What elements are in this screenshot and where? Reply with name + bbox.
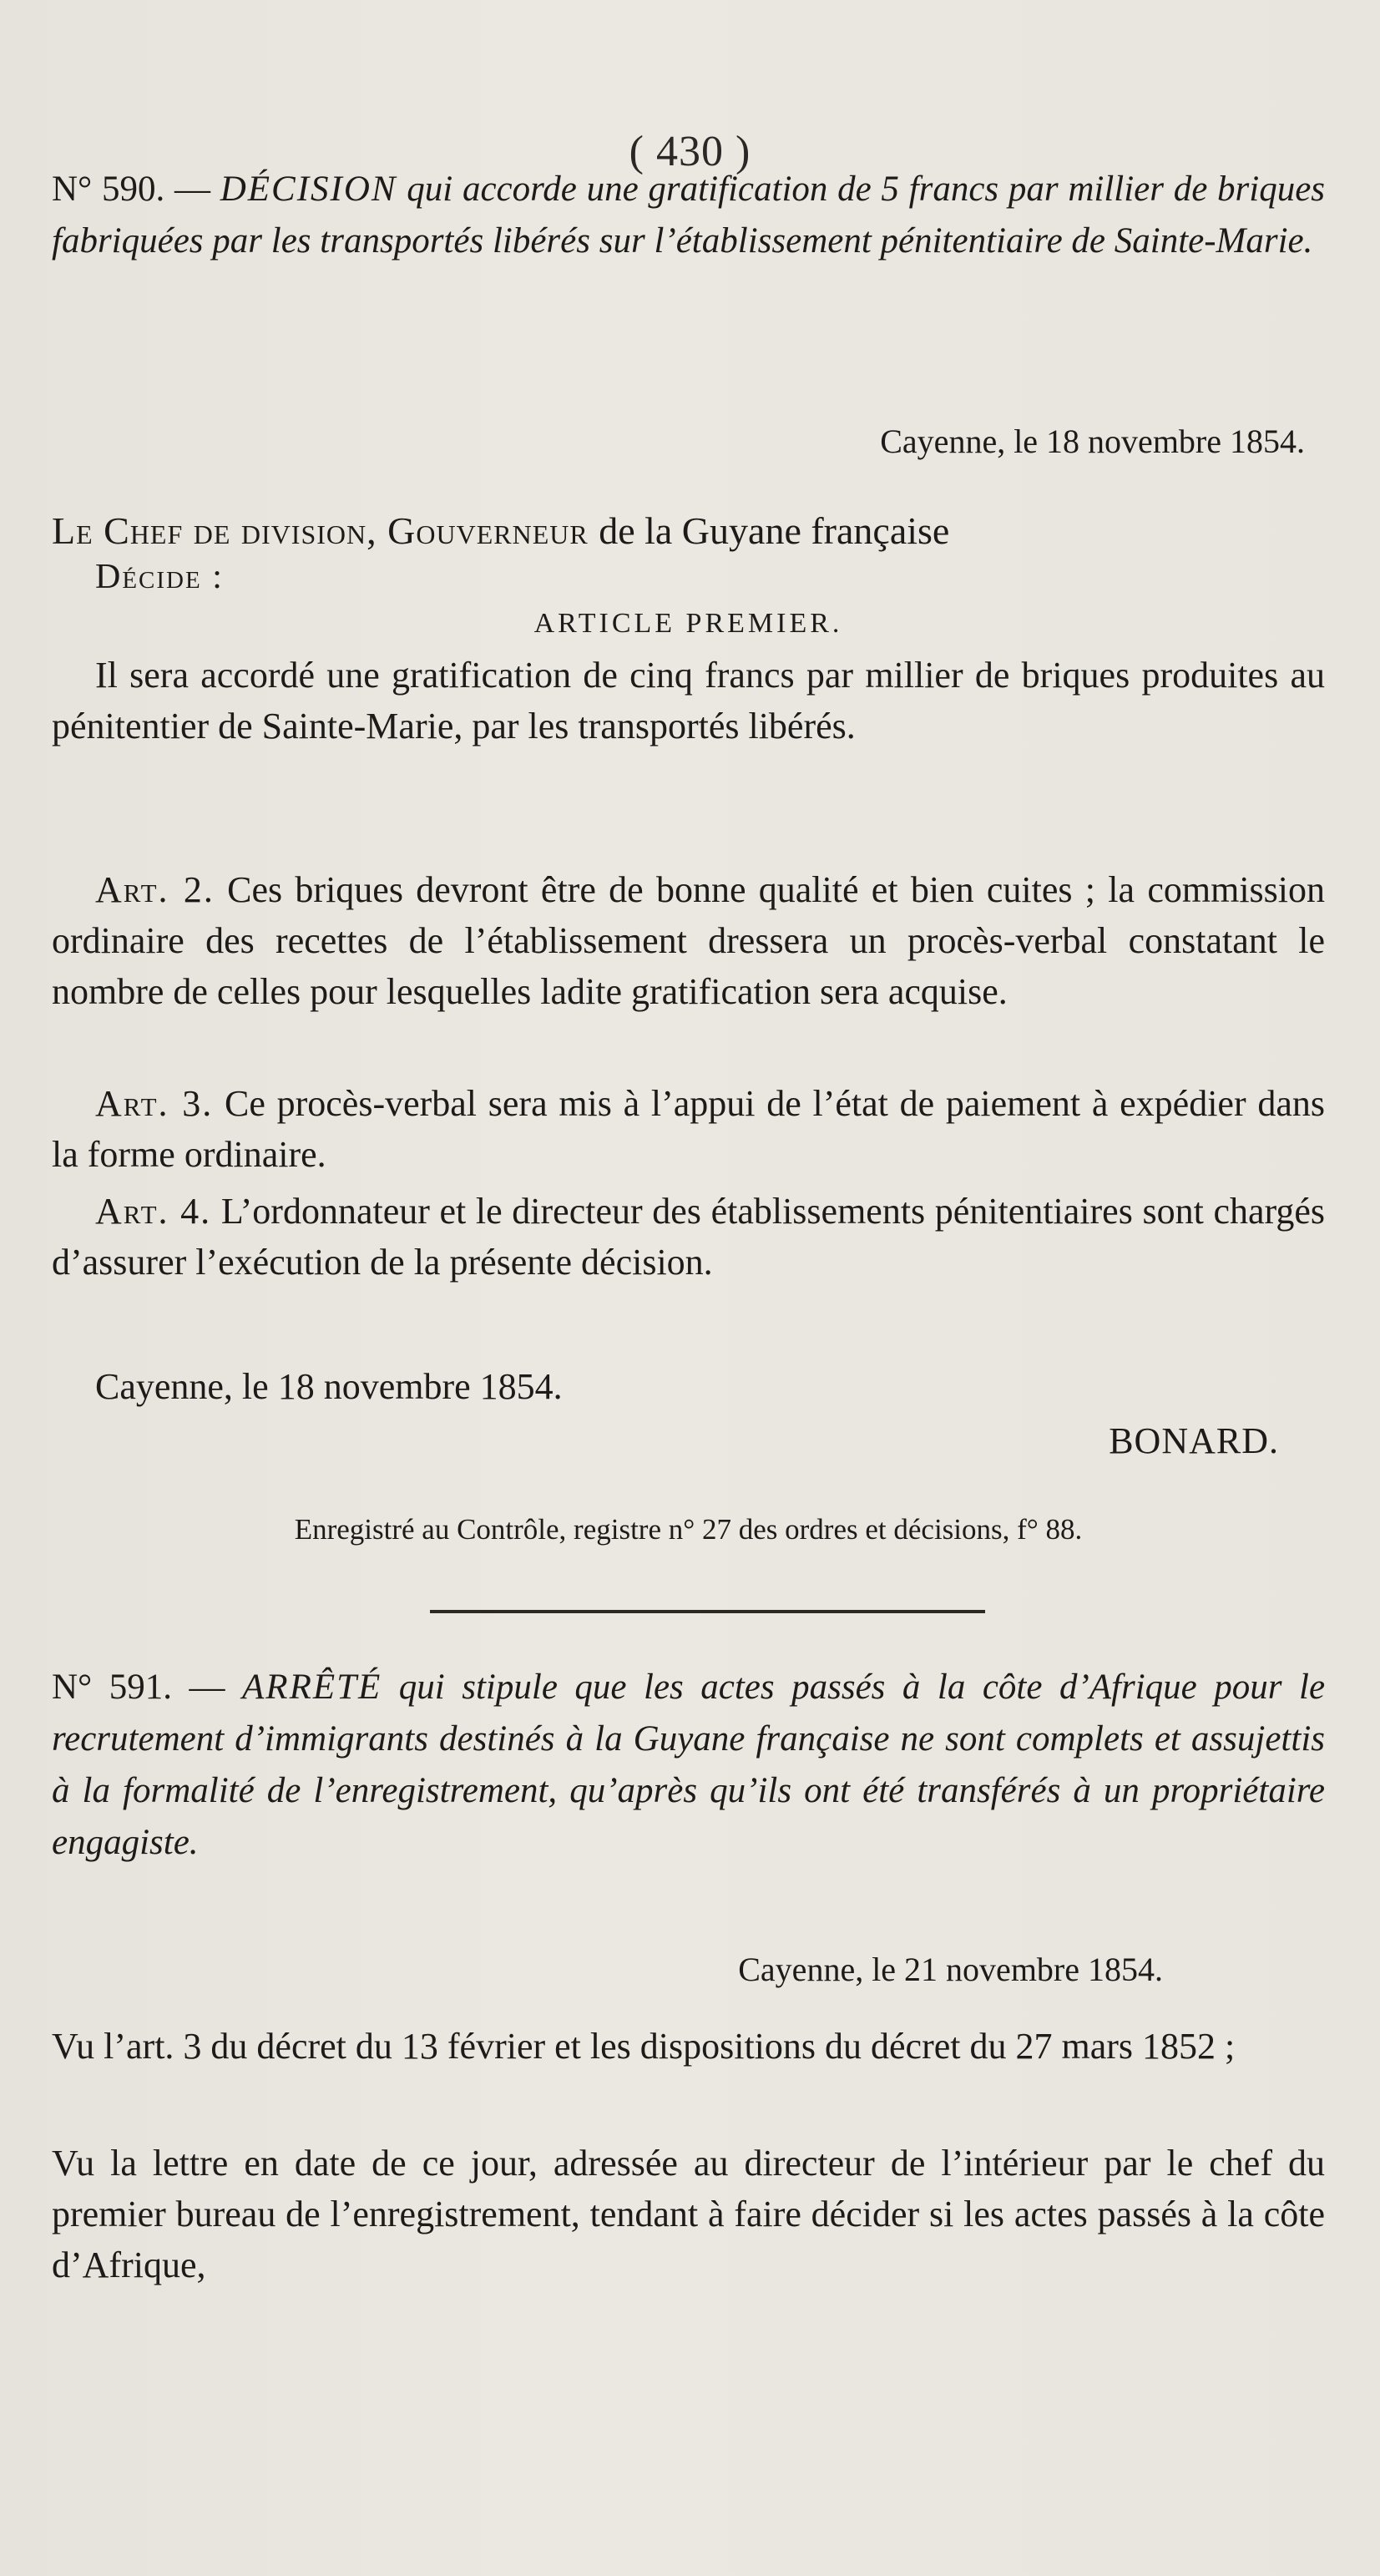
article-4-text: L’ordonnateur et le directeur des établissements pénitentiaires sont chargés d’assurer l’exécution de la présente décision. xyxy=(52,1191,1326,1283)
article-2-label: Art. 2. xyxy=(95,869,215,910)
registration-note: Enregistré au Contrôle, registre n° 27 des ordres et décisions, f° 88. xyxy=(294,1513,1083,1546)
closing-date: Cayenne, le 18 novembre 1854. xyxy=(95,1366,563,1407)
article-1: Il sera accordé une gratification de cinq francs par millier de briques produites au pénitentier de Sainte-Marie, par les transportés libérés. xyxy=(52,655,1325,746)
arrete-591-heading xyxy=(52,1662,1325,1869)
decision-590-heading xyxy=(52,164,1325,267)
arrete-kind: ARRÊTÉ xyxy=(242,1668,382,1707)
article-2 xyxy=(52,864,1325,1017)
decide-label: Décide : xyxy=(95,558,224,596)
article-title: ARTICLE PREMIER. xyxy=(533,608,843,639)
vu-2: Vu la lettre en date de ce jour, adressée au directeur de l’intérieur par le chef du premier bureau de l’enregistrement, tendant à faire décider si les actes passés à la côte d’Afrique, xyxy=(52,2143,1325,2285)
article-4 xyxy=(52,1186,1325,1288)
decision-dateline: Cayenne, le 18 novembre 1854. xyxy=(880,423,1305,460)
vu-1: Vu l’art. 3 du décret du 13 février et les dispositions du décret du 27 mars 1852 ; xyxy=(52,2026,1236,2067)
decision-title: qui accorde une gratification de 5 francs par millier de briques fabriquées par les transportés libérés sur l’établissement pénitentiaire de Sainte-Marie. xyxy=(52,170,1326,261)
article-3 xyxy=(52,1078,1325,1180)
article-3-text: Ce procès-verbal sera mis à l’appui de l’état de paiement à expédier dans la forme ordinaire. xyxy=(52,1083,1326,1175)
signature: BONARD. xyxy=(1109,1420,1279,1461)
decide-line xyxy=(52,557,1325,597)
author-title: Le Chef de division, Gouverneur xyxy=(52,509,589,552)
arrete-dateline: Cayenne, le 21 novembre 1854. xyxy=(738,1951,1163,1988)
decision-kind: DÉCISION xyxy=(220,170,397,209)
arrete-title: qui stipule que les actes passés à la côte d’Afrique pour le recrutement d’immigrants destinés à la Guyane française ne sont complets et assujettis à la formalité de l’enregistrement, qu’après qu’ils ont été transférés à un propriétaire engagiste. xyxy=(52,1668,1326,1862)
article-2-text: Ces briques devront être de bonne qualité et bien cuites ; la commission ordinaire des recettes de l’établissement dressera un procès-verbal constatant le nombre de celles pour lesquelles ladite gratification sera acquise. xyxy=(52,869,1326,1012)
decision-number: N° 590. — xyxy=(52,170,210,209)
section-divider xyxy=(430,1610,985,1613)
page-number: ( 430 ) xyxy=(629,128,751,175)
decision-author xyxy=(52,506,1325,556)
author-territory: de la Guyane française xyxy=(599,509,950,552)
article-3-label: Art. 3. xyxy=(95,1083,214,1124)
arrete-number: N° 591. — xyxy=(52,1668,225,1707)
article-4-label: Art. 4. xyxy=(95,1191,212,1232)
